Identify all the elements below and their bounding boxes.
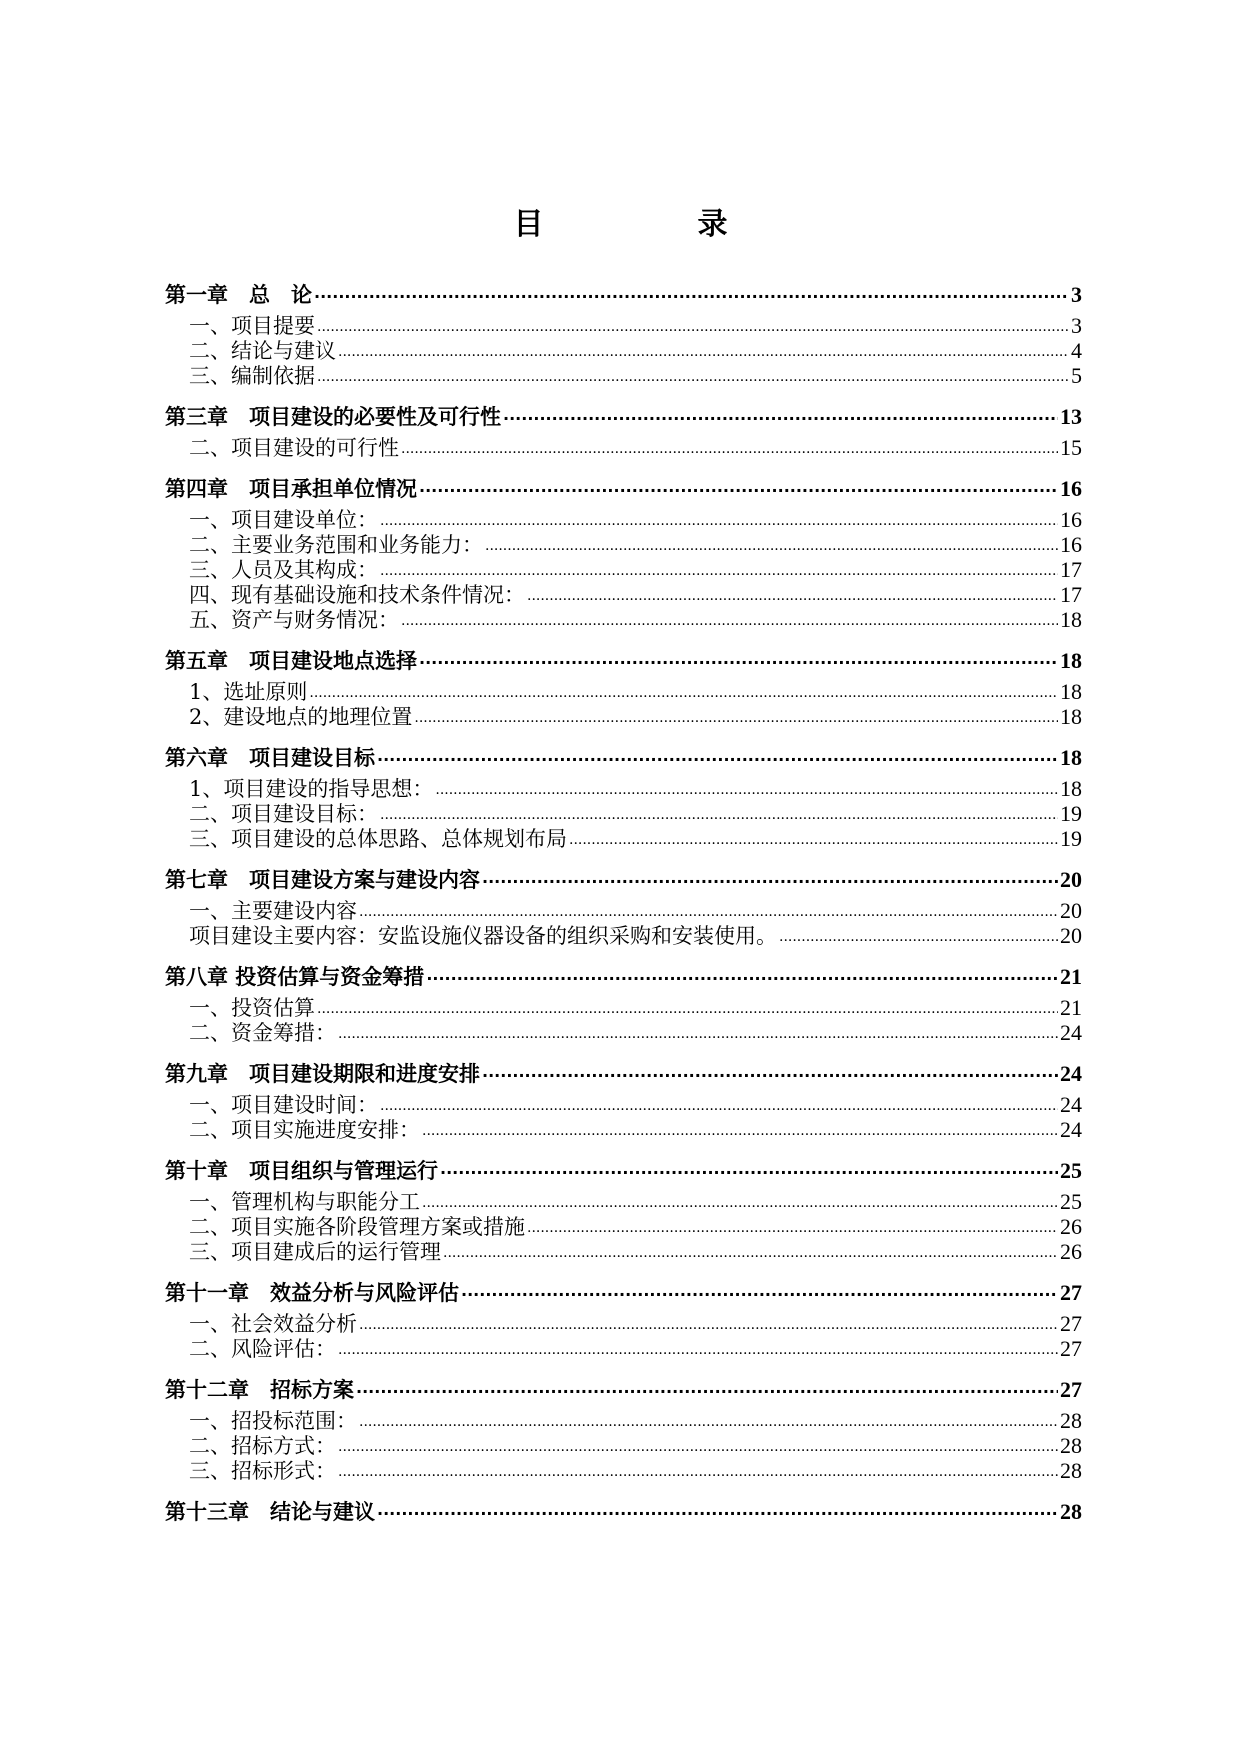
toc-entry-label: 三、招标形式： (189, 1459, 336, 1483)
toc-dot-leader (380, 1094, 1058, 1117)
toc-page-number: 20 (1060, 898, 1082, 923)
toc-section-entry[interactable] (165, 801, 1082, 826)
toc-page-number: 19 (1060, 826, 1082, 851)
toc-section-entry[interactable] (165, 826, 1082, 851)
toc-page-number: 19 (1060, 801, 1082, 826)
toc-entry-label: 第四章 项目承担单位情况 (165, 477, 417, 501)
toc-page-number: 27 (1060, 1311, 1082, 1336)
toc-dot-leader (377, 1493, 1058, 1528)
toc-section-entry[interactable] (165, 507, 1082, 532)
toc-entry-label: 第十三章 结论与建议 (165, 1500, 375, 1524)
toc-dot-leader (422, 1191, 1058, 1214)
toc-chapter-entry[interactable] (165, 861, 1082, 898)
toc-section-entry[interactable] (165, 1433, 1082, 1458)
toc-section-entry[interactable] (165, 435, 1082, 460)
toc-section-entry[interactable] (165, 607, 1082, 632)
toc-entry-label: 第十一章 效益分析与风险评估 (165, 1281, 459, 1305)
toc-page-number: 28 (1060, 1499, 1082, 1524)
toc-entry-label: 第五章 项目建设地点选择 (165, 649, 417, 673)
toc-dot-leader (359, 1313, 1058, 1336)
toc-chapter-entry[interactable] (165, 642, 1082, 679)
toc-entry-label: 二、项目建设目标： (189, 802, 378, 826)
toc-dot-leader (503, 398, 1058, 433)
toc-section-entry[interactable] (165, 313, 1082, 338)
toc-section-entry[interactable] (165, 1092, 1082, 1117)
toc-entry-label: 第十二章 招标方案 (165, 1378, 354, 1402)
toc-page-number: 20 (1060, 923, 1082, 948)
toc-page-number: 16 (1060, 532, 1082, 557)
table-of-contents (165, 276, 1082, 1530)
toc-section-entry[interactable] (165, 1020, 1082, 1045)
toc-dot-leader (401, 609, 1058, 632)
toc-page-number: 5 (1071, 363, 1082, 388)
toc-dot-leader (338, 340, 1069, 363)
toc-page-number: 27 (1060, 1336, 1082, 1361)
toc-section-entry[interactable] (165, 582, 1082, 607)
toc-entry-label: 五、资产与财务情况： (189, 608, 399, 632)
toc-page-number: 21 (1060, 995, 1082, 1020)
toc-entry-label: 2、建设地点的地理位置 (189, 705, 413, 729)
toc-dot-leader (380, 509, 1058, 532)
toc-dot-leader (569, 828, 1058, 851)
toc-entry-label: 第三章 项目建设的必要性及可行性 (165, 405, 501, 429)
toc-entry-label: 一、项目提要 (189, 314, 315, 338)
toc-entry-label: 三、项目建设的总体思路、总体规划布局 (189, 827, 567, 851)
toc-page-number: 28 (1060, 1458, 1082, 1483)
toc-dot-leader (482, 1055, 1058, 1090)
toc-dot-leader (338, 1022, 1058, 1045)
toc-section-entry[interactable] (165, 1117, 1082, 1142)
toc-dot-leader (461, 1274, 1058, 1309)
toc-dot-leader (426, 958, 1058, 993)
toc-chapter-entry[interactable] (165, 1055, 1082, 1092)
toc-page-number: 24 (1060, 1117, 1082, 1142)
toc-section-entry[interactable] (165, 704, 1082, 729)
toc-page-number: 16 (1060, 476, 1082, 501)
toc-entry-label: 四、现有基础设施和技术条件情况： (189, 583, 525, 607)
toc-dot-leader (317, 365, 1069, 388)
toc-dot-leader (440, 1152, 1058, 1187)
toc-dot-leader (527, 584, 1058, 607)
toc-entry-label: 一、项目建设时间： (189, 1093, 378, 1117)
toc-dot-leader (338, 1338, 1058, 1361)
toc-page-number: 28 (1060, 1433, 1082, 1458)
toc-chapter-entry[interactable] (165, 958, 1082, 995)
toc-dot-leader (419, 470, 1058, 505)
toc-entry-label: 第一章 总 论 (165, 283, 312, 307)
toc-page-number: 27 (1060, 1280, 1082, 1305)
toc-entry-label: 第六章 项目建设目标 (165, 746, 375, 770)
toc-dot-leader (314, 276, 1069, 311)
toc-section-entry[interactable] (165, 1311, 1082, 1336)
toc-entry-label: 三、项目建成后的运行管理 (189, 1240, 441, 1264)
toc-page-number: 24 (1060, 1092, 1082, 1117)
chapter-gap (165, 460, 1082, 470)
toc-section-entry[interactable] (165, 1239, 1082, 1264)
toc-dot-leader (414, 706, 1058, 729)
toc-dot-leader (422, 1119, 1058, 1142)
toc-chapter-entry[interactable] (165, 1274, 1082, 1311)
toc-entry-label: 第七章 项目建设方案与建设内容 (165, 868, 480, 892)
toc-dot-leader (356, 1371, 1058, 1406)
toc-entry-label: 一、项目建设单位： (189, 508, 378, 532)
toc-page-number: 28 (1060, 1408, 1082, 1433)
toc-entry-label: 二、招标方式： (189, 1434, 336, 1458)
toc-dot-leader (338, 1435, 1058, 1458)
toc-section-entry[interactable] (165, 363, 1082, 388)
toc-page-number: 27 (1060, 1377, 1082, 1402)
toc-chapter-entry[interactable] (165, 276, 1082, 313)
toc-chapter-entry[interactable] (165, 739, 1082, 776)
toc-page-number: 20 (1060, 867, 1082, 892)
toc-page-number: 15 (1060, 435, 1082, 460)
chapter-gap (165, 1045, 1082, 1055)
toc-dot-leader (380, 559, 1058, 582)
toc-dot-leader (317, 315, 1069, 338)
toc-dot-leader (482, 861, 1058, 896)
toc-entry-label: 二、项目建设的可行性 (189, 436, 399, 460)
toc-page-number: 18 (1060, 704, 1082, 729)
toc-page-number: 24 (1060, 1061, 1082, 1086)
toc-section-entry[interactable] (165, 1336, 1082, 1361)
toc-dot-leader (443, 1241, 1058, 1264)
toc-entry-label: 第九章 项目建设期限和进度安排 (165, 1062, 480, 1086)
toc-page-number: 3 (1071, 313, 1082, 338)
toc-section-entry[interactable] (165, 338, 1082, 363)
toc-page-number: 25 (1060, 1158, 1082, 1183)
chapter-gap (165, 1483, 1082, 1493)
toc-section-entry[interactable] (165, 1214, 1082, 1239)
chapter-gap (165, 632, 1082, 642)
toc-page-number: 17 (1060, 557, 1082, 582)
toc-entry-label: 二、主要业务范围和业务能力： (189, 533, 483, 557)
toc-page-number: 18 (1060, 745, 1082, 770)
toc-page-number: 16 (1060, 507, 1082, 532)
toc-chapter-entry[interactable] (165, 470, 1082, 507)
toc-entry-label: 1、选址原则 (189, 680, 308, 704)
toc-entry-label: 一、管理机构与职能分工 (189, 1190, 420, 1214)
toc-dot-leader (485, 534, 1058, 557)
toc-dot-leader (377, 739, 1058, 774)
toc-page-number: 25 (1060, 1189, 1082, 1214)
chapter-gap (165, 729, 1082, 739)
toc-page-number: 3 (1071, 282, 1082, 307)
toc-section-entry[interactable] (165, 1189, 1082, 1214)
toc-page-number: 18 (1060, 648, 1082, 673)
toc-section-entry[interactable] (165, 1408, 1082, 1433)
chapter-gap (165, 948, 1082, 958)
toc-dot-leader (419, 642, 1058, 677)
toc-entry-label: 第八章 投资估算与资金筹措 (165, 965, 425, 989)
toc-entry-label: 二、项目实施进度安排： (189, 1118, 420, 1142)
chapter-gap (165, 1264, 1082, 1274)
toc-entry-label: 一、主要建设内容 (189, 899, 357, 923)
chapter-gap (165, 1361, 1082, 1371)
toc-chapter-entry[interactable] (165, 398, 1082, 435)
toc-section-entry[interactable] (165, 923, 1082, 948)
toc-page-number: 18 (1060, 776, 1082, 801)
toc-entry-label: 三、编制依据 (189, 364, 315, 388)
toc-entry-label: 二、资金筹措： (189, 1021, 336, 1045)
toc-entry-label: 二、结论与建议 (189, 339, 336, 363)
toc-section-entry[interactable] (165, 995, 1082, 1020)
toc-title: 目 录 (513, 207, 790, 242)
toc-entry-label: 二、风险评估： (189, 1337, 336, 1361)
toc-section-entry[interactable] (165, 1458, 1082, 1483)
toc-dot-leader (309, 681, 1058, 704)
toc-dot-leader (359, 1410, 1058, 1433)
toc-section-entry[interactable] (165, 679, 1082, 704)
toc-entry-label: 第十章 项目组织与管理运行 (165, 1159, 438, 1183)
toc-page-number: 21 (1060, 964, 1082, 989)
toc-page-number: 26 (1060, 1214, 1082, 1239)
toc-dot-leader (317, 997, 1058, 1020)
toc-dot-leader (779, 925, 1058, 948)
toc-page-number: 18 (1060, 607, 1082, 632)
toc-page-number: 18 (1060, 679, 1082, 704)
toc-entry-label: 项目建设主要内容：安监设施仪器设备的组织采购和安装使用。 (189, 924, 777, 948)
toc-section-entry[interactable] (165, 557, 1082, 582)
toc-section-entry[interactable] (165, 898, 1082, 923)
toc-dot-leader (359, 900, 1058, 923)
toc-entry-label: 1、项目建设的指导思想： (189, 777, 434, 801)
chapter-gap (165, 1142, 1082, 1152)
toc-dot-leader (527, 1216, 1058, 1239)
toc-entry-label: 二、项目实施各阶段管理方案或措施 (189, 1215, 525, 1239)
toc-page-number: 13 (1060, 404, 1082, 429)
toc-chapter-entry[interactable] (165, 1493, 1082, 1530)
chapter-gap (165, 851, 1082, 861)
toc-dot-leader (401, 437, 1058, 460)
toc-section-entry[interactable] (165, 532, 1082, 557)
toc-chapter-entry[interactable] (165, 1152, 1082, 1189)
toc-chapter-entry[interactable] (165, 1371, 1082, 1408)
toc-entry-label: 一、招投标范围： (189, 1409, 357, 1433)
toc-dot-leader (380, 803, 1058, 826)
toc-page-number: 24 (1060, 1020, 1082, 1045)
toc-entry-label: 一、社会效益分析 (189, 1312, 357, 1336)
toc-dot-leader (338, 1460, 1058, 1483)
toc-entry-label: 一、投资估算 (189, 996, 315, 1020)
toc-dot-leader (435, 778, 1058, 801)
toc-page-number: 26 (1060, 1239, 1082, 1264)
toc-page-number: 17 (1060, 582, 1082, 607)
chapter-gap (165, 388, 1082, 398)
toc-entry-label: 三、人员及其构成： (189, 558, 378, 582)
toc-page-number: 4 (1071, 338, 1082, 363)
toc-section-entry[interactable] (165, 776, 1082, 801)
